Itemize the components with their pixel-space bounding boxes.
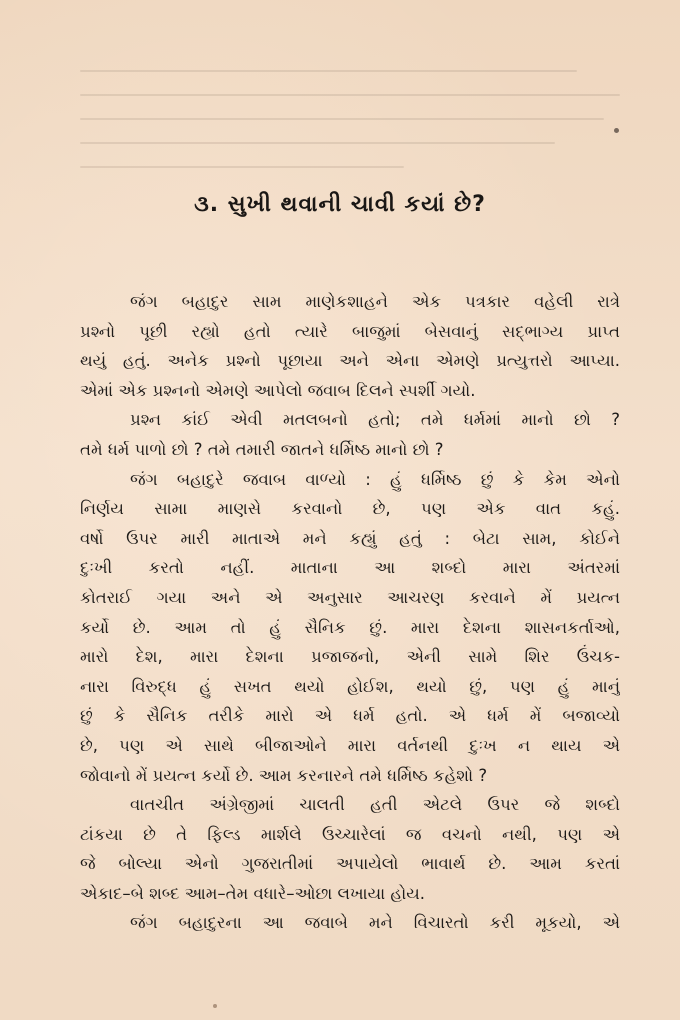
text-line: નિર્ણય સામા માણસે કરવાનો છે, પણ એક વાત કહું. bbox=[80, 499, 620, 519]
paper-spot bbox=[213, 1004, 217, 1008]
text-line: જોવાનો મેં પ્રયત્ન કર્યો છે. આમ કરનારને તમે ધર્મિષ્ઠ કહેશો ? bbox=[80, 765, 488, 785]
text-line: ટાંકયા છે તે ફિલ્ડ માર્શલે ઉચ્ચારેલાં જ વચનો નથી, પણ એ bbox=[80, 824, 620, 844]
text-line: પ્રશ્નો પૂછી રહ્યો હતો ત્યારે બાજુમાં બેસવાનું સદ્ભાગ્ય પ્રાપ્ત bbox=[80, 321, 620, 341]
bleed-through-text bbox=[80, 70, 620, 200]
text-line: છે, પણ એ સાથે બીજાઓને મારા વર્તનથી દુઃખ ન થાય એ bbox=[80, 735, 620, 755]
text-line: પ્રશ્ન કાંઈ એવી મતલબનો હતો; તમે ધર્મમાં માનો છો ? bbox=[130, 410, 620, 430]
text-line: વાતચીત અંગ્રેજીમાં ચાલતી હતી એટલે ઉપર જે શબ્દો bbox=[130, 795, 620, 815]
text-line: થયું હતું. અનેક પ્રશ્નો પૂછાયા અને એના એમણે પ્રત્યુત્તરો આપ્યા. bbox=[80, 351, 620, 371]
text-line: જે બોલ્યા એનો ગુજરાતીમાં અપાયેલો ભાવાર્થ છે. આમ કરતાં bbox=[80, 854, 620, 874]
text-line: કોતરાઈ ગયા અને એ અનુસાર આચરણ કરવાને મેં પ્રયત્ન bbox=[80, 587, 620, 607]
paper-spot bbox=[614, 128, 619, 133]
text-line: કર્યો છે. આમ તો હું સૈનિક છું. મારા દેશના શાસનકર્તાઓ, bbox=[80, 617, 620, 637]
text-line: મારો દેશ, મારા દેશના પ્રજાજનો, એની સામે શિર ઉંચક- bbox=[80, 647, 620, 667]
text-line: છું કે સૈનિક તરીકે મારો એ ધર્મ હતો. એ ધર્મ મેં બજાવ્યો bbox=[80, 706, 620, 726]
text-line: જંગ બહાદુરે જવાબ વાળ્યો : હું ધર્મિષ્ઠ છું કે કેમ એનો bbox=[130, 469, 620, 489]
text-line: નારા વિરુદ્ધ હું સખત થયો હોઈશ, થયો છું, પણ હું માનું bbox=[80, 676, 620, 696]
text-line: વર્ષો ઉપર મારી માતાએ મને કહ્યું હતું : બેટા સામ, કોઈને bbox=[80, 528, 620, 548]
text-line: તમે ધર્મ પાળો છો ? તમે તમારી જાતને ધર્મિષ્ઠ માનો છો ? bbox=[80, 439, 444, 459]
chapter-title: ૩. સુખી થવાની ચાવી કયાં છે? bbox=[194, 192, 486, 217]
body-text bbox=[80, 287, 620, 938]
text-line: જંગ બહાદુર સામ માણેકશાહને એક પત્રકાર વહેલી રાત્રે bbox=[130, 292, 620, 311]
text-line: એમાં એક પ્રશ્નનો એમણે આપેલો જવાબ દિલને સ્પર્શી ગયો. bbox=[80, 380, 476, 400]
text-line: એકાદ–બે શબ્દ આમ–તેમ વધારે–ઓછા લખાયા હોય. bbox=[80, 883, 426, 903]
text-line: દુઃખી કરતો નહીં. માતાના આ શબ્દો મારા અંતરમાં bbox=[80, 558, 620, 578]
text-line: જંગ બહાદુરના આ જવાબે મને વિચારતો કરી મૂકયો, એ bbox=[130, 913, 620, 933]
